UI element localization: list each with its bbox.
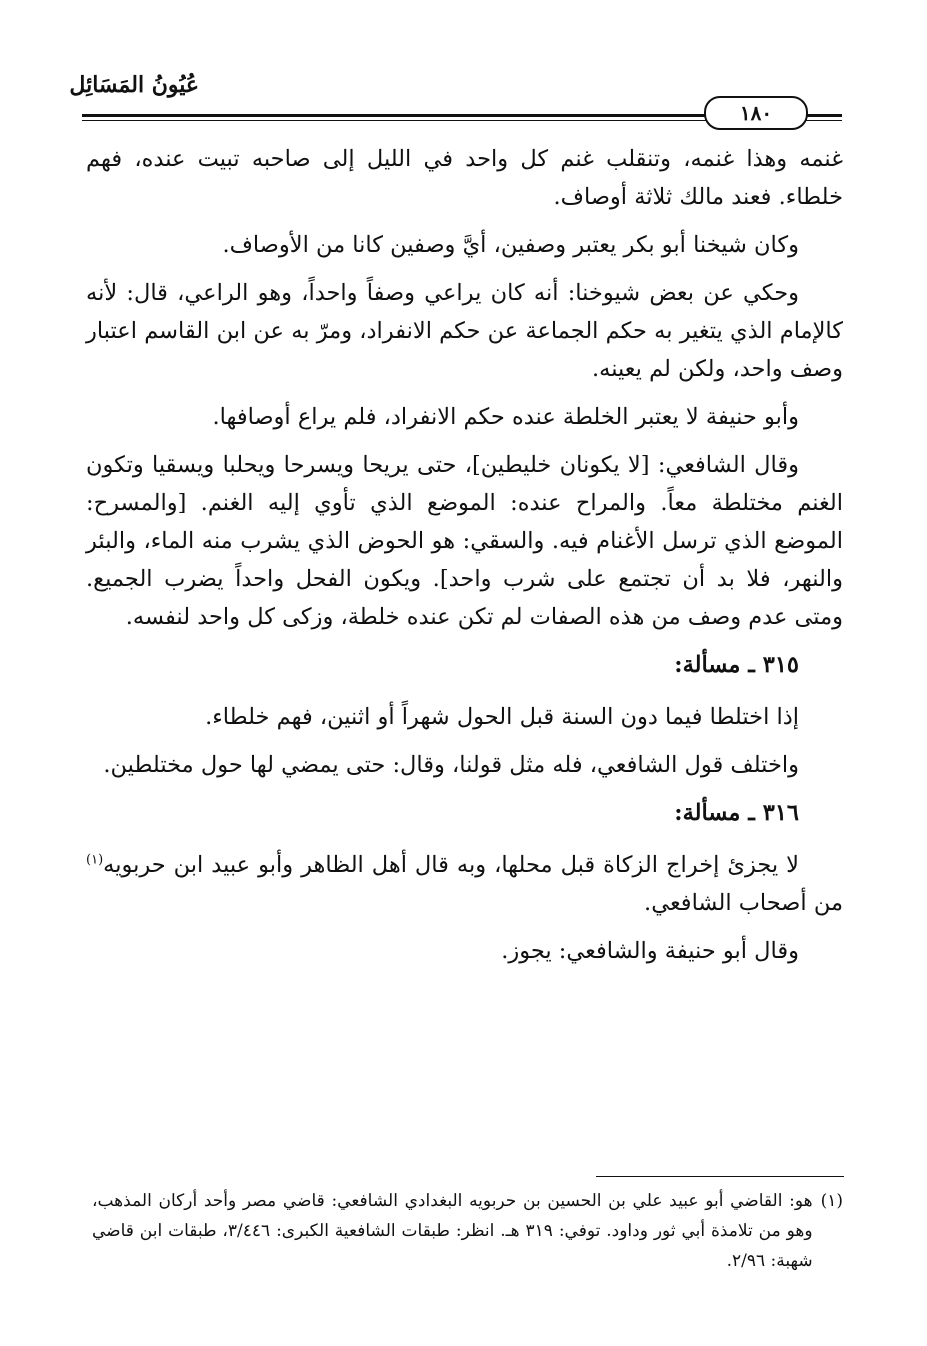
paragraph	[86, 846, 843, 922]
paragraph: إذا اختلطا فيما دون السنة قبل الحول شهراً أو اثنين، فهم خلطاء.	[205, 704, 799, 730]
footnote	[92, 1186, 843, 1276]
paragraph: وحكي عن بعض شيوخنا: أنه كان يراعي وصفاً واحداً، وهو الراعي، قال: لأنه كالإمام الذي يتغير به حكم الجماعة عن حكم الانفراد، ومرّ به عن ابن القاسم اعتبار وصف واحد، ولكن لم يعينه.	[86, 280, 843, 382]
footnote-separator	[596, 1176, 844, 1177]
running-title: عُيُونُ المَسَائِل	[69, 72, 199, 98]
paragraph: وأبو حنيفة لا يعتبر الخلطة عنده حكم الانفراد، فلم يراع أوصافها.	[212, 404, 799, 430]
paragraph-text: من أصحاب الشافعي.	[644, 890, 843, 916]
paragraph: وقال الشافعي: [لا يكونان خليطين]، حتى يريحا ويسرحا ويحلبا ويسقيا وتكون الغنم مختلطة معاً. والمراح عنده: الموضع الذي تأوي إليه الغنم. [والمسرح: الموضع الذي ترسل الأغنام فيه. والسقي: هو الحوض الذي يشرب منه الماء، والبئر والنهر، فلا بد أن تجتمع على شرب واحد]. ويكون الفحل واحداً يضرب الجميع. ومتى عدم وصف من هذه الصفات لم تكن عنده خلطة، وزكى كل واحد لنفسه.	[86, 452, 843, 630]
section-heading: ٣١٦ ـ مسألة:	[674, 800, 799, 826]
paragraph: واختلف قول الشافعي، فله مثل قولنا، وقال: حتى يمضي لها حول مختلطين.	[103, 752, 799, 778]
section-heading: ٣١٥ ـ مسألة:	[674, 652, 799, 678]
footnote-reference[interactable]: (١)	[86, 852, 104, 868]
paragraph-text: لا يجزئ إخراج الزكاة قبل محلها، وبه قال أهل الظاهر وأبو عبيد ابن حربويه	[103, 852, 799, 878]
paragraph: غنمه وهذا غنمه، وتنقلب غنم كل واحد في الليل إلى صاحبه تبيت عنده، فهم خلطاء. فعند مالك ثلاثة أوصاف.	[86, 146, 843, 210]
paragraph: وكان شيخنا أبو بكر يعتبر وصفين، أيَّ وصفين كانا من الأوصاف.	[222, 232, 799, 258]
main-text	[86, 140, 843, 980]
footnote-marker: (١)	[820, 1191, 843, 1211]
footnote-text: هو: القاضي أبو عبيد علي بن الحسين بن حربويه البغدادي الشافعي: قاضي مصر وأحد أركان المذهب، وهو من تلامذة أبي ثور وداود. توفي: ٣١٩ هـ. انظر: طبقات الشافعية الكبرى: ٣/٤٤٦، طبقات ابن قاضي شهبة: ٢/٩٦.	[92, 1191, 813, 1271]
page-number: ١٨٠	[704, 96, 808, 130]
paragraph: وقال أبو حنيفة والشافعي: يجوز.	[501, 938, 799, 964]
